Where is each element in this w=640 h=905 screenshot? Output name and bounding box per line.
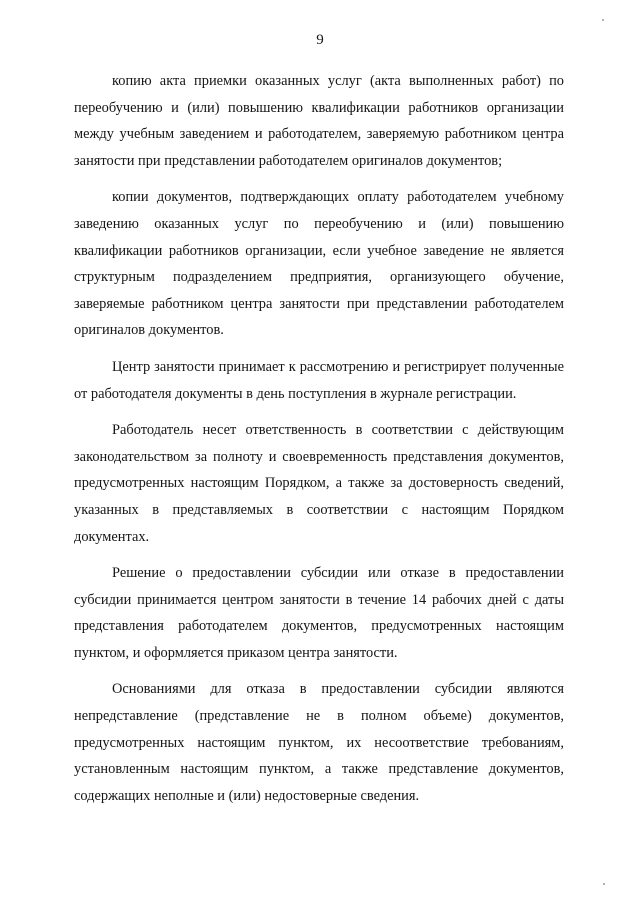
paragraph-employer-responsibility: Работодатель несет ответственность в соответствии с действующим законодательством за полноту и своевременность представления документов, предусмотренных настоящим Порядком, а также за достоверность сведений, указанных в представляемых в соответствии с настоящим Порядком документах. xyxy=(74,422,564,545)
paragraph-payment-documents: копии документов, подтверждающих оплату работодателем учебному заведению оказанных услуг по переобучению и (или) повышению квалификации работников организации, если учебное заведение не является структурным подразделением предприятия, организующего обучение, заверяемые работником центра занятости при представлении работодателем оригиналов документов. xyxy=(74,189,564,339)
scan-speck-top-right xyxy=(602,19,604,21)
scan-speck-bottom-right xyxy=(603,883,605,885)
paragraph-act-copy: копию акта приемки оказанных услуг (акта выполненных работ) по переобучению и (или) повышению квалификации работников организации между учебным заведением и работодателем, заверяемую работником центра занятости при представлении работодателем оригиналов документов; xyxy=(74,73,564,169)
paragraph-subsidy-decision: Решение о предоставлении субсидии или отказе в предоставлении субсидии принимается центром занятости в течение 14 рабочих дней с даты представления работодателем документов, предусмотренных настоящим пунктом, и оформляется приказом центра занятости. xyxy=(74,565,564,661)
paragraph-registration: Центр занятости принимает к рассмотрению и регистрирует полученные от работодателя документы в день поступления в журнале регистрации. xyxy=(74,358,564,402)
document-body xyxy=(74,68,564,819)
paragraph-refusal-grounds: Основаниями для отказа в предоставлении субсидии являются непредставление (представление не в полном объеме) документов, предусмотренных настоящим пунктом, их несоответствие требованиям, установленным настоящим пунктом, а также представление документов, содержащих неполные и (или) недостоверные сведения. xyxy=(74,681,564,804)
page-number: 9 xyxy=(316,32,324,48)
